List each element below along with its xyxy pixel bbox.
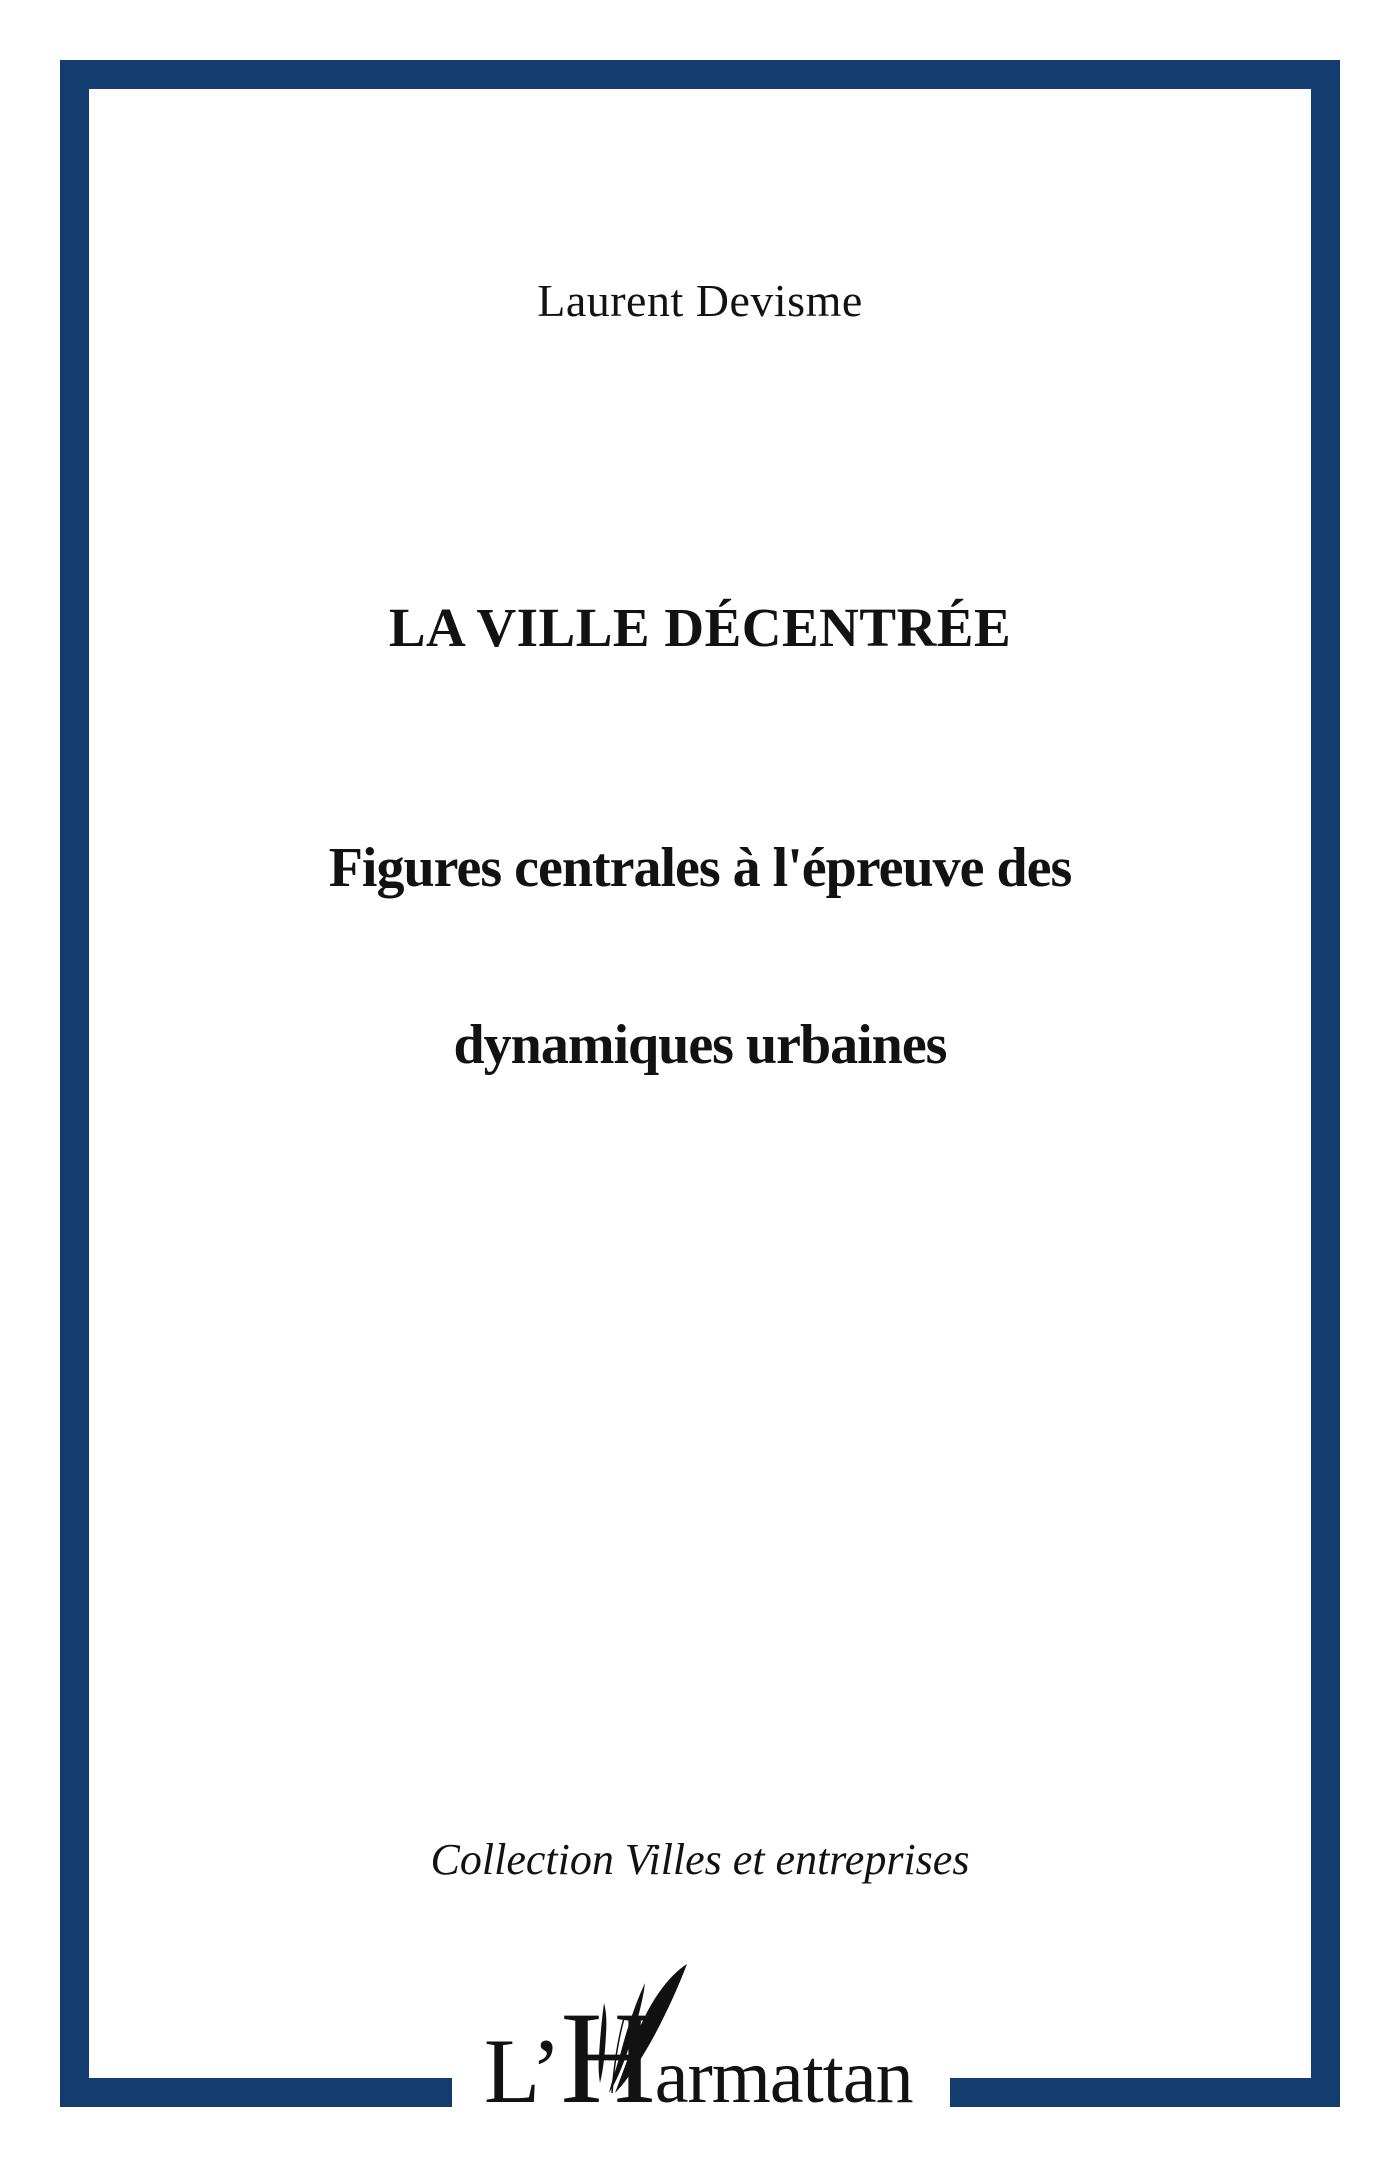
collection-label: Collection Villes et entreprises (430, 1835, 970, 1884)
publisher-logo (452, 1928, 950, 2131)
subtitle-line-1: Figures centrales à l'épreuve des (328, 837, 1072, 899)
cover-frame-border (60, 60, 1340, 2107)
subtitle-line-2: dynamiques urbaines (453, 1014, 947, 1076)
publisher-name-l: L’ (484, 2020, 561, 2122)
publisher-name-rest: armattan (654, 2035, 913, 2119)
publisher-name-h: H (560, 1984, 655, 2131)
book-title: LA VILLE DÉCENTRÉE (388, 597, 1012, 658)
author-name: Laurent Devisme (537, 275, 863, 326)
publisher-name (484, 1984, 913, 2131)
